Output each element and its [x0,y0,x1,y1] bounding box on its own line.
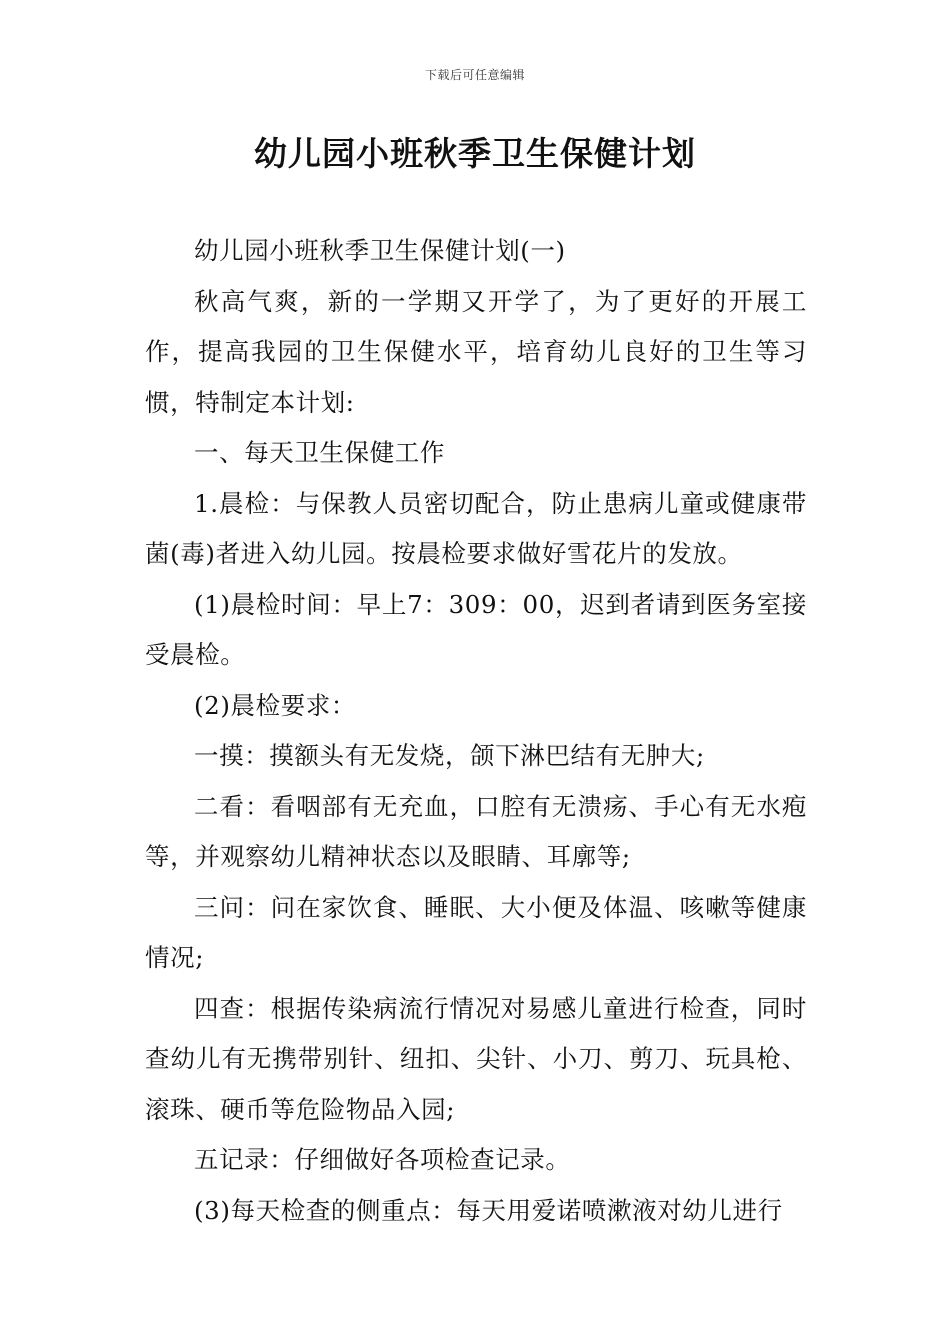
paragraph-inspect: 四查：根据传染病流行情况对易感儿童进行检查，同时查幼儿有无携带别针、纽扣、尖针、小刀、剪刀、玩具枪、滚珠、硬币等危险物品入园; [145,993,807,1124]
document-title: 幼儿园小班秋季卫生保健计划 [254,134,696,173]
paragraph-look: 二看：看咽部有无充血，口腔有无溃疡、手心有无水疱等，并观察幼儿精神状态以及眼睛、耳廓等; [145,791,807,871]
paragraph-check-time: (1)晨检时间：早上7：309：00，迟到者请到医务室接受晨检。 [145,589,807,669]
paragraph-subtitle: 幼儿园小班秋季卫生保健计划(一) [194,236,566,265]
paragraph-daily-focus: (3)每天检查的侧重点：每天用爱诺喷漱液对幼儿进行 [194,1195,783,1225]
header-note: 下载后可任意编辑 [424,68,525,82]
section-heading-daily-work: 一、每天卫生保健工作 [194,438,445,467]
paragraph-ask: 三问：问在家饮食、睡眠、大小便及体温、咳嗽等健康情况; [145,892,807,972]
paragraph-check-requirements: (2)晨检要求： [194,690,357,720]
paragraph-record: 五记录：仔细做好各项检查记录。 [194,1145,571,1174]
paragraph-morning-check: 1.晨检：与保教人员密切配合，防止患病儿童或健康带菌(毒)者进入幼儿园。按晨检要求做好雪花片的发放。 [145,488,807,568]
paragraph-intro: 秋高气爽，新的一学期又开学了，为了更好的开展工作，提高我园的卫生保健水平，培育幼儿良好的卫生等习惯，特制定本计划: [145,286,807,417]
document-body [145,226,807,1236]
paragraph-touch: 一摸：摸额头有无发烧，颌下淋巴结有无肿大; [194,741,705,770]
